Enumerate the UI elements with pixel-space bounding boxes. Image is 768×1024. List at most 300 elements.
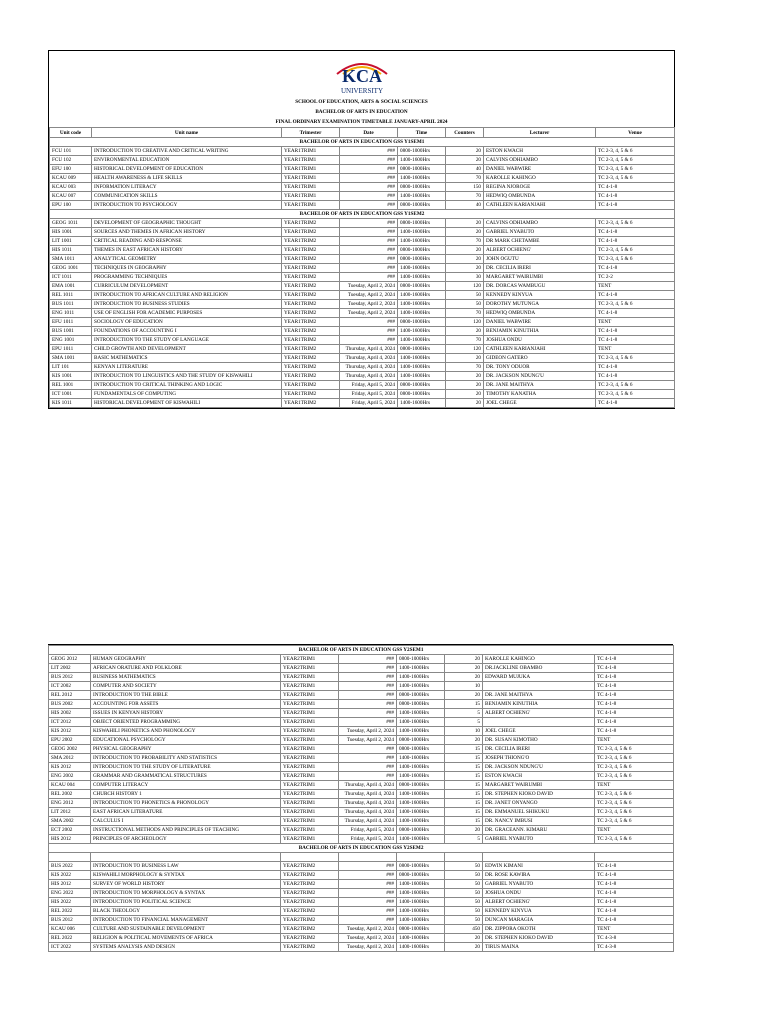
table-row <box>50 246 675 255</box>
table-cell: 1400-1600Hrs <box>397 727 445 736</box>
table-cell: KAROLLE KAHINGO <box>483 655 595 664</box>
table-row <box>50 399 675 408</box>
table-cell: TC 4-1-8 <box>595 880 674 889</box>
table-cell: 0800-1000Hrs <box>398 318 446 327</box>
table-row <box>49 916 674 925</box>
table-row <box>50 192 675 201</box>
table-cell: 50 <box>445 880 483 889</box>
table-cell: INTRODUCTION TO PHONETICS & PHONOLOGY <box>91 799 281 808</box>
table-cell: 450 <box>445 925 483 934</box>
table-cell: KCAU 009 <box>50 174 92 183</box>
table-row <box>50 363 675 372</box>
table-cell: 10 <box>445 727 483 736</box>
table-cell: TC 2-3, 4, 5 & 6 <box>596 300 675 309</box>
table-cell: HIS 1001 <box>50 228 92 237</box>
table-cell: 1400-1600Hrs <box>398 309 446 318</box>
table-cell: ### <box>340 318 398 327</box>
table-cell: KENNEDY KINYUA <box>483 907 595 916</box>
logo-subtitle: UNIVERSITY <box>340 87 383 95</box>
table-cell: ### <box>339 718 397 727</box>
table-cell: TENT <box>595 781 674 790</box>
table-cell: INTRODUCTION TO LINGUISTICS AND THE STUDY OF KISWAHILI <box>92 372 282 381</box>
table-cell: INTRODUCTION TO AFRICAN CULTURE AND RELIGION <box>92 291 282 300</box>
table-cell: 20 <box>445 691 483 700</box>
table-cell: ### <box>339 916 397 925</box>
table-cell: Friday, April 5, 2024 <box>339 826 397 835</box>
table-cell: TC 4-1-8 <box>596 201 675 210</box>
table-cell: BENJAMIN KINUTHIA <box>483 700 595 709</box>
table-cell: YEAR1TRIM2 <box>282 318 340 327</box>
table-cell: TC 2-3, 4, 5 & 6 <box>595 754 674 763</box>
table-cell: 1400-1600Hrs <box>397 709 445 718</box>
table-cell: TC 4-3-8 <box>595 934 674 943</box>
table-cell: SYSTEMS ANALYSIS AND DESIGN <box>91 943 281 952</box>
table-cell: COMPUTER LITERACY <box>91 781 281 790</box>
table-row <box>49 934 674 943</box>
table-cell: YEAR2TRIM1 <box>281 835 339 844</box>
table-cell: TC 2-3, 4, 5 & 6 <box>596 219 675 228</box>
table-cell: YEAR2TRIM2 <box>281 907 339 916</box>
table-cell: 20 <box>445 826 483 835</box>
table-cell: SMA 2012 <box>49 754 91 763</box>
table-cell: DR. TONY ODUOR <box>484 363 596 372</box>
table-row <box>49 835 674 844</box>
table-cell: 20 <box>446 390 484 399</box>
table-cell: 15 <box>445 817 483 826</box>
table-cell: YEAR2TRIM1 <box>281 700 339 709</box>
table-row <box>49 826 674 835</box>
table-cell: 50 <box>446 291 484 300</box>
table-cell: TC 4-1-8 <box>595 916 674 925</box>
table-cell: ### <box>340 255 398 264</box>
table-cell: Thursday, April 4, 2024 <box>339 817 397 826</box>
table-cell: 1400-1600Hrs <box>397 916 445 925</box>
table-cell: MARGARET WAIRUMBI <box>484 273 596 282</box>
table-cell: TC 4-1-8 <box>595 664 674 673</box>
table-cell: 70 <box>446 237 484 246</box>
table-cell: 0800-1000Hrs <box>397 925 445 934</box>
table-cell: 0800-1000Hrs <box>397 745 445 754</box>
table-cell: DR. STEPHEN KIOKO DAVID <box>483 934 595 943</box>
table-row <box>49 736 674 745</box>
table-cell: ### <box>340 327 398 336</box>
table-cell: ### <box>339 655 397 664</box>
table-cell: YEAR1TRIM2 <box>282 246 340 255</box>
table-cell: EFU 100 <box>50 165 92 174</box>
table-cell: DR. JANE MAITHYA <box>484 381 596 390</box>
table-cell: ### <box>339 754 397 763</box>
table-cell: CHILD GROWTH AND DEVELOPMENT <box>92 345 282 354</box>
table-cell: FOUNDATIONS OF ACCOUNTING I <box>92 327 282 336</box>
timetable-page-1 <box>48 50 675 409</box>
table-cell: YEAR1TRIM1 <box>282 192 340 201</box>
table-cell: INSTRUCTIONAL METHODS AND PRINCIPLES OF TEACHING <box>91 826 281 835</box>
table-cell: REL 2012 <box>49 691 91 700</box>
table-cell: YEAR1TRIM2 <box>282 273 340 282</box>
table-cell: TC 4-1-8 <box>595 871 674 880</box>
table-cell: 120 <box>446 282 484 291</box>
table-cell: TC 2-3, 4, 5 & 6 <box>595 790 674 799</box>
table-cell: Tuesday, April 2, 2024 <box>340 282 398 291</box>
table-cell: 50 <box>445 862 483 871</box>
table-cell: YEAR2TRIM2 <box>281 898 339 907</box>
table-cell <box>445 853 483 862</box>
table-row <box>49 781 674 790</box>
section-header <box>49 844 674 853</box>
table-cell: FUNDAMENTALS OF COMPUTING <box>92 390 282 399</box>
table-cell: BUS 2012 <box>49 916 91 925</box>
table-cell: Thursday, April 4, 2024 <box>339 790 397 799</box>
table-cell: 15 <box>445 790 483 799</box>
table-cell: INTRODUCTION TO THE STUDY OF LANGUAGE <box>92 336 282 345</box>
table-cell: 0800-1000Hrs <box>397 781 445 790</box>
table-cell: REGINA NJOROGE <box>484 183 596 192</box>
table-cell: YEAR1TRIM2 <box>282 255 340 264</box>
table-cell: 1400-1600Hrs <box>398 237 446 246</box>
table-cell: 1400-1600Hrs <box>398 192 446 201</box>
table-cell: EFU 1011 <box>50 318 92 327</box>
table-row <box>50 156 675 165</box>
table-cell: 1400-1600Hrs <box>398 354 446 363</box>
table-cell: 150 <box>446 183 484 192</box>
table-cell: ### <box>340 264 398 273</box>
table-cell: Tuesday, April 2, 2024 <box>339 943 397 952</box>
table-cell: 0800-1000Hrs <box>398 381 446 390</box>
table-cell: 1400-1600Hrs <box>398 264 446 273</box>
table-cell: TECHNIQUES IN GEOGRAPHY <box>92 264 282 273</box>
table-cell: 1400-1600Hrs <box>397 808 445 817</box>
table-cell: 1400-1600Hrs <box>397 718 445 727</box>
table-cell: Tuesday, April 2, 2024 <box>340 309 398 318</box>
table-cell: GRAMMAR AND GRAMMATICAL STRUCTURES <box>91 772 281 781</box>
table-cell: REL 2022 <box>49 934 91 943</box>
table-cell: DR MARK CHETAMBE <box>484 237 596 246</box>
section-header <box>50 210 675 219</box>
table-cell: DR. GRACEANN. KIMARU <box>483 826 595 835</box>
table-cell: JOSEPH THIONG'O <box>483 754 595 763</box>
table-cell: YEAR2TRIM1 <box>281 790 339 799</box>
table-cell: EDWIN KIMANI <box>483 862 595 871</box>
table-cell: DOROTHY MUTUNGA <box>484 300 596 309</box>
table-cell: 15 <box>445 808 483 817</box>
table-cell: YEAR1TRIM1 <box>282 183 340 192</box>
table-cell: CALCULUS I <box>91 817 281 826</box>
table-cell: YEAR2TRIM2 <box>281 943 339 952</box>
table-cell: INTRODUCTION TO PSYCHOLOGY <box>92 201 282 210</box>
table-cell: TC 4-1-8 <box>595 700 674 709</box>
table-cell: EPU 1011 <box>50 345 92 354</box>
table-cell: ### <box>339 862 397 871</box>
table-cell: TC 4-1-8 <box>595 907 674 916</box>
table-cell: TC 4-1-8 <box>596 363 675 372</box>
table-cell: TENT <box>595 925 674 934</box>
table-cell: ### <box>339 871 397 880</box>
section-header <box>50 138 675 147</box>
table-row <box>50 327 675 336</box>
section-title: BACHELOR OF ARTS IN EDUCATION GSS Y2SEM2 <box>49 844 674 853</box>
table-cell: ### <box>340 219 398 228</box>
table-cell: GEOG 1011 <box>50 219 92 228</box>
table-cell: 20 <box>445 943 483 952</box>
table-cell: LIT 2002 <box>49 664 91 673</box>
table-cell: EAST AFRICAN LITERATURE <box>91 808 281 817</box>
table-cell: TIRUS MAINA <box>483 943 595 952</box>
table-cell: 20 <box>445 736 483 745</box>
table-cell: ### <box>339 907 397 916</box>
table-cell: TC 4-1-8 <box>596 228 675 237</box>
table-cell: ICT 1001 <box>50 390 92 399</box>
table-cell <box>339 853 397 862</box>
table-cell: BUS 2002 <box>49 700 91 709</box>
table-cell: YEAR2TRIM1 <box>281 691 339 700</box>
school-name: SCHOOL OF EDUCATION, ARTS & SOCIAL SCIENCES <box>295 99 428 105</box>
table-cell: TENT <box>596 282 675 291</box>
table-cell: TC 4-1-8 <box>595 682 674 691</box>
program-name: BACHELOR OF ARTS IN EDUCATION <box>315 109 408 115</box>
table-cell: Tuesday, April 2, 2024 <box>339 736 397 745</box>
table-cell: TC 2-3, 4, 5 & 6 <box>596 246 675 255</box>
table-cell: 1400-1600Hrs <box>397 889 445 898</box>
table-cell: CALVINS ODHIAMBO <box>484 156 596 165</box>
table-cell: 1400-1600Hrs <box>398 273 446 282</box>
table-cell: 0800-1000Hrs <box>398 201 446 210</box>
table-cell: KENNEDY KINYUA <box>484 291 596 300</box>
table-cell: DEVELOPMENT OF GEOGRAPHIC THOUGHT <box>92 219 282 228</box>
table-cell: YEAR2TRIM1 <box>281 664 339 673</box>
table-cell: ANALYTICAL GEOMETRY <box>92 255 282 264</box>
table-cell: HEDWIQ OMBUNDA <box>484 309 596 318</box>
table-cell: 20 <box>445 664 483 673</box>
table-cell: 1400-1600Hrs <box>398 399 446 408</box>
table-cell: SMA 2002 <box>49 817 91 826</box>
table-cell: 0800-1000Hrs <box>398 183 446 192</box>
table-cell: 5 <box>445 718 483 727</box>
timetable-table-continued <box>48 645 674 952</box>
logo-text: KCA <box>341 66 382 86</box>
table-cell: DR. NANCY IMBUSI <box>483 817 595 826</box>
table-cell: ENG 1011 <box>50 309 92 318</box>
table-cell: 50 <box>445 871 483 880</box>
table-cell: Tuesday, April 2, 2024 <box>339 925 397 934</box>
table-cell: 120 <box>446 318 484 327</box>
table-cell: YEAR1TRIM2 <box>282 381 340 390</box>
table-cell: 5 <box>445 709 483 718</box>
table-cell: ### <box>340 237 398 246</box>
table-cell: TC 2-3, 4, 5 & 6 <box>595 835 674 844</box>
table-cell: YEAR2TRIM2 <box>281 880 339 889</box>
table-row <box>49 772 674 781</box>
table-cell: TC 4-1-8 <box>596 327 675 336</box>
table-cell: CULTURE AND SUSTAINABLE DEVELOPMENT <box>91 925 281 934</box>
table-cell: TC 2-3, 4, 5 & 6 <box>596 147 675 156</box>
table-cell: HUMAN GEOGRAPHY <box>91 655 281 664</box>
table-cell: TC 4-1-8 <box>595 673 674 682</box>
table-cell: RELIGION & POLITICAL MOVEMENTS OF AFRICA <box>91 934 281 943</box>
table-cell: YEAR2TRIM1 <box>281 826 339 835</box>
table-cell: 1400-1600Hrs <box>398 327 446 336</box>
table-cell: TC 4-1-8 <box>596 399 675 408</box>
table-cell: TC 2-3, 4, 5 & 6 <box>595 745 674 754</box>
table-cell: TC 4-1-8 <box>595 691 674 700</box>
table-cell: KIS 2022 <box>49 871 91 880</box>
table-cell: TC 2-3, 4, 5 & 6 <box>596 390 675 399</box>
table-cell: TC 4-1-8 <box>595 889 674 898</box>
table-cell: 1400-1600Hrs <box>397 682 445 691</box>
table-cell: CRITICAL READING AND RESPONSE <box>92 237 282 246</box>
table-row <box>50 201 675 210</box>
table-cell: 1400-1600Hrs <box>397 763 445 772</box>
table-cell: HISTORICAL DEVELOPMENT OF EDUCATION <box>92 165 282 174</box>
table-cell: 10 <box>445 682 483 691</box>
table-cell: 0800-1000Hrs <box>397 700 445 709</box>
table-cell: 1400-1600Hrs <box>397 754 445 763</box>
table-cell: 20 <box>445 934 483 943</box>
table-cell: ### <box>339 709 397 718</box>
table-cell: TC 4-1-8 <box>596 192 675 201</box>
table-cell: CURRICULUM DEVELOPMENT <box>92 282 282 291</box>
table-cell: TC 4-1-8 <box>596 183 675 192</box>
table-cell: 15 <box>445 745 483 754</box>
table-cell: ### <box>340 147 398 156</box>
university-logo <box>49 51 674 97</box>
table-cell: REL 2022 <box>49 907 91 916</box>
table-cell: YEAR1TRIM2 <box>282 264 340 273</box>
table-row <box>49 862 674 871</box>
table-cell: KENYAN LITERATURE <box>92 363 282 372</box>
table-row <box>49 871 674 880</box>
table-row <box>50 336 675 345</box>
table-cell: 0800-1000Hrs <box>398 345 446 354</box>
table-cell: BASIC MATHEMATICS <box>92 354 282 363</box>
table-cell: 50 <box>445 889 483 898</box>
table-cell: Thursday, April 4, 2024 <box>340 345 398 354</box>
table-cell: KIS 1001 <box>50 372 92 381</box>
table-cell: YEAR2TRIM1 <box>281 772 339 781</box>
table-cell: GABRIEL NYABUTO <box>484 228 596 237</box>
table-cell: CALVINS ODHIAMBO <box>484 219 596 228</box>
table-row <box>50 282 675 291</box>
table-cell: 1400-1600Hrs <box>397 799 445 808</box>
table-cell: 50 <box>445 907 483 916</box>
table-cell: YEAR1TRIM2 <box>282 336 340 345</box>
column-header: Venue <box>596 128 675 138</box>
table-cell: 1400-1600Hrs <box>397 934 445 943</box>
table-cell: DR. EMMANUEL SHIKUKU <box>483 808 595 817</box>
table-cell: ### <box>339 889 397 898</box>
table-cell: BUS 2012 <box>49 673 91 682</box>
table-cell: DR. CECILIA IRERI <box>483 745 595 754</box>
table-cell <box>483 682 595 691</box>
table-cell: TC 2-3, 4, 5 & 6 <box>595 763 674 772</box>
table-cell: ENVIRONMENTAL EDUCATION <box>92 156 282 165</box>
table-cell: EPU 100 <box>50 201 92 210</box>
table-cell: COMPUTER AND SOCIETY <box>91 682 281 691</box>
table-cell: KCAU 003 <box>50 183 92 192</box>
table-cell: TC 4-1-8 <box>595 862 674 871</box>
table-cell: Friday, April 5, 2024 <box>340 390 398 399</box>
table-cell: 70 <box>446 309 484 318</box>
table-cell: TC 2-3, 4, 5 & 6 <box>596 381 675 390</box>
table-cell: DR. JANE MAITHYA <box>483 691 595 700</box>
table-cell: HEDWIQ OMBUNDA <box>484 192 596 201</box>
table-cell: ### <box>339 673 397 682</box>
table-cell: BENJAMIN KINUTHIA <box>484 327 596 336</box>
table-cell: 15 <box>445 799 483 808</box>
table-cell: 70 <box>446 192 484 201</box>
table-cell: DR. JACKSON NDUNG'U <box>484 372 596 381</box>
table-cell: 1400-1600Hrs <box>397 880 445 889</box>
table-row <box>49 943 674 952</box>
kca-logo-icon <box>307 52 417 96</box>
table-cell: YEAR1TRIM2 <box>282 228 340 237</box>
section-title: BACHELOR OF ARTS IN EDUCATION GSS Y2SEM1 <box>49 646 674 655</box>
timetable-table <box>49 127 675 408</box>
table-cell: ### <box>340 192 398 201</box>
table-row <box>49 889 674 898</box>
table-cell: YEAR2TRIM1 <box>281 754 339 763</box>
table-row <box>49 763 674 772</box>
table-row <box>49 808 674 817</box>
table-cell: ESTON KWACH <box>483 772 595 781</box>
table-cell: ### <box>339 880 397 889</box>
table-cell: HIS 2022 <box>49 898 91 907</box>
table-row <box>50 183 675 192</box>
table-cell: Thursday, April 4, 2024 <box>339 799 397 808</box>
table-cell: ENG 1001 <box>50 336 92 345</box>
table-cell: 1400-1600Hrs <box>397 772 445 781</box>
table-cell: SMA 1001 <box>50 354 92 363</box>
table-cell: JOHN OGUTU <box>484 255 596 264</box>
table-cell: ICT 2012 <box>49 718 91 727</box>
table-cell: GEOG 2002 <box>49 745 91 754</box>
table-cell: ### <box>339 691 397 700</box>
table-cell: TC 2-3, 4, 5 & 6 <box>596 255 675 264</box>
table-cell: DR. DORCAS WAMBUGU <box>484 282 596 291</box>
table-cell: DR. JACKSON NDUNG'U <box>483 763 595 772</box>
table-cell: INFORMATION LITERACY <box>92 183 282 192</box>
table-cell: KCAU 006 <box>49 925 91 934</box>
table-cell: YEAR1TRIM2 <box>282 345 340 354</box>
table-cell: Friday, April 5, 2024 <box>340 381 398 390</box>
table-cell: ACCOUNTING FOR ASSETS <box>91 700 281 709</box>
table-cell: MARGARET WAIRUMBI <box>483 781 595 790</box>
table-cell: ### <box>339 745 397 754</box>
table-row <box>49 718 674 727</box>
table-cell: DANIEL WABWIRE <box>484 165 596 174</box>
table-cell: LIT 1001 <box>50 237 92 246</box>
table-cell: 20 <box>445 655 483 664</box>
table-cell: EDWARD MUJUKA <box>483 673 595 682</box>
table-cell: 0800-1000Hrs <box>398 147 446 156</box>
table-cell: 15 <box>445 700 483 709</box>
table-cell: 0800-1000Hrs <box>398 246 446 255</box>
table-cell: GABRIEL NYABUTO <box>483 880 595 889</box>
column-header: Unit code <box>50 128 92 138</box>
table-cell: SURVEY OF WORLD HISTORY <box>91 880 281 889</box>
table-cell: DR. ZIPPORA OKOTH <box>483 925 595 934</box>
table-cell: TC 4-1-8 <box>595 727 674 736</box>
table-cell: 15 <box>445 763 483 772</box>
table-cell: COMMUNICATION SKILLS <box>92 192 282 201</box>
table-cell: TC 4-1-8 <box>595 718 674 727</box>
table-cell: 5 <box>445 835 483 844</box>
table-cell: JOEL CHEGE <box>483 727 595 736</box>
table-cell: Thursday, April 4, 2024 <box>340 354 398 363</box>
table-cell: 1400-1600Hrs <box>398 363 446 372</box>
table-cell: 1400-1600Hrs <box>398 336 446 345</box>
table-cell: 1400-1600Hrs <box>398 372 446 381</box>
section-title: BACHELOR OF ARTS IN EDUCATION GSS Y1SEM1 <box>50 138 675 147</box>
